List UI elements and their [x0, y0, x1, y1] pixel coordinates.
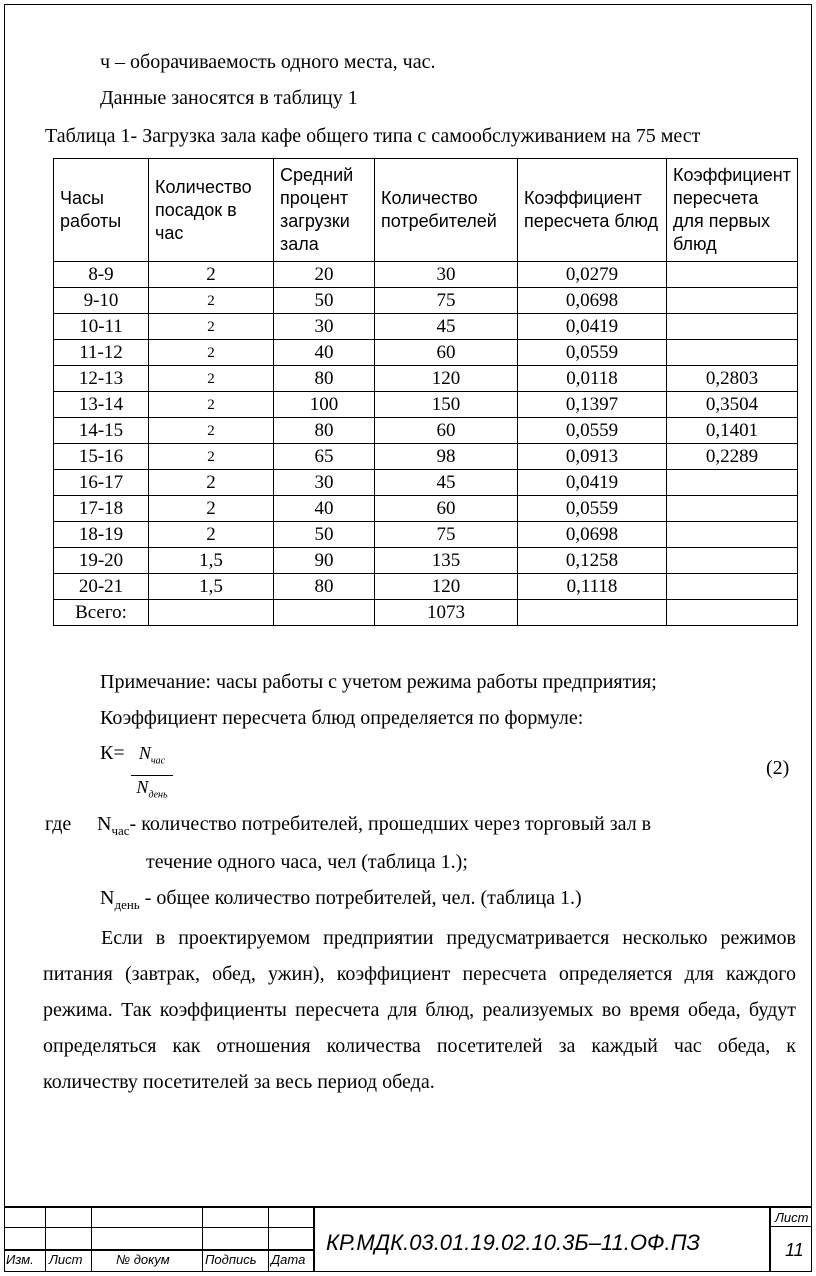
cell-seatings: 1,5 — [149, 574, 274, 600]
cell-coef-dishes: 0,1397 — [518, 392, 667, 418]
document-code: КР.МДК.03.01.19.02.10.3Б–11.ОФ.ПЗ — [326, 1230, 701, 1255]
table-row — [54, 262, 798, 288]
cell-coef-first-dishes — [667, 574, 798, 600]
cell-coef-dishes: 0,0559 — [518, 340, 667, 366]
cell-coef-dishes: 0,0698 — [518, 288, 667, 314]
stamp-dokum: № докум — [116, 1252, 170, 1267]
cell-seatings: 2 — [149, 262, 274, 288]
cell-seatings: 2 — [149, 522, 274, 548]
table-caption: Таблица 1- Загрузка зала кафе общего типа с самообслуживанием на 75 мест — [45, 125, 701, 147]
n-day-sub: день — [114, 897, 140, 912]
table-row — [54, 418, 798, 444]
formula-denominator-sub: день — [148, 789, 168, 801]
cell-consumers: 75 — [375, 288, 518, 314]
cell-coef-first-dishes — [667, 470, 798, 496]
n-hour-definition — [97, 812, 651, 843]
sheet-number: 11 — [785, 1240, 804, 1260]
cell-seatings: 2 — [149, 392, 274, 418]
header-seatings: Количество посадок в час — [149, 159, 274, 262]
data-table — [53, 158, 798, 626]
cell-seatings: 2 — [149, 444, 274, 470]
n-hour-symbol: N — [97, 813, 112, 835]
cell-seatings: 2 — [149, 470, 274, 496]
table-row — [54, 444, 798, 470]
cell-consumers: 98 — [375, 444, 518, 470]
n-hour-sub: час — [111, 823, 130, 838]
cell-hours: 14-15 — [54, 418, 149, 444]
cell-hours: 16-17 — [54, 470, 149, 496]
cell-coef-dishes: 0,0913 — [518, 444, 667, 470]
header-consumers: Количество потребителей — [375, 159, 518, 262]
cell-coef-first-dishes — [667, 600, 798, 626]
cell-seatings: 2 — [149, 340, 274, 366]
cell-hours: 11-12 — [54, 340, 149, 366]
cell-load-percent: 100 — [274, 392, 375, 418]
cell-load-percent: 80 — [274, 418, 375, 444]
cell-coef-dishes: 0,0559 — [518, 418, 667, 444]
cell-coef-first-dishes — [667, 314, 798, 340]
cell-load-percent: 30 — [274, 314, 375, 340]
stamp-izm: Изм. — [6, 1252, 34, 1267]
cell-consumers: 75 — [375, 522, 518, 548]
cell-load-percent: 20 — [274, 262, 375, 288]
n-hour-desc: - количество потребителей, прошедших через торговый зал в — [129, 813, 652, 835]
cell-coef-first-dishes — [667, 548, 798, 574]
cell-hours: 18-19 — [54, 522, 149, 548]
cell-coef-first-dishes: 0,3504 — [667, 392, 798, 418]
stamp-podpis: Подпись — [205, 1252, 257, 1267]
table-row — [54, 288, 798, 314]
cell-hours: Всего: — [54, 600, 149, 626]
header-coef-dishes: Коэффициент пересчета блюд — [518, 159, 667, 262]
cell-coef-first-dishes: 0,1401 — [667, 418, 798, 444]
cell-seatings: 2 — [149, 314, 274, 340]
cell-consumers: 120 — [375, 366, 518, 392]
cell-load-percent: 50 — [274, 288, 375, 314]
cell-load-percent: 30 — [274, 470, 375, 496]
cell-coef-first-dishes — [667, 522, 798, 548]
table-row — [54, 496, 798, 522]
cell-seatings: 2 — [149, 366, 274, 392]
cell-coef-dishes: 0,0698 — [518, 522, 667, 548]
note-text: Примечание: часы работы с учетом режима работы предприятия; — [100, 671, 657, 693]
cell-seatings — [149, 600, 274, 626]
cell-coef-first-dishes — [667, 340, 798, 366]
table-header-row — [54, 159, 798, 262]
header-hours: Часы работы — [54, 159, 149, 262]
table-row — [54, 470, 798, 496]
cell-hours: 13-14 — [54, 392, 149, 418]
cell-consumers: 60 — [375, 496, 518, 522]
header-load-percent: Средний процент загрузки зала — [274, 159, 375, 262]
cell-coef-dishes: 0,0419 — [518, 314, 667, 340]
cell-coef-dishes: 0,0559 — [518, 496, 667, 522]
cell-load-percent — [274, 600, 375, 626]
cell-consumers: 135 — [375, 548, 518, 574]
cell-load-percent: 80 — [274, 574, 375, 600]
cell-consumers: 45 — [375, 314, 518, 340]
formula-fraction — [131, 741, 173, 806]
cell-load-percent: 65 — [274, 444, 375, 470]
cell-load-percent: 80 — [274, 366, 375, 392]
cell-coef-dishes: 0,1258 — [518, 548, 667, 574]
table-row — [54, 574, 798, 600]
cell-load-percent: 40 — [274, 340, 375, 366]
cell-load-percent: 90 — [274, 548, 375, 574]
intro-line-1: ч – оборачиваемость одного места, час. — [100, 51, 436, 73]
n-day-definition — [100, 886, 582, 917]
cell-consumers: 150 — [375, 392, 518, 418]
cell-coef-dishes: 0,0419 — [518, 470, 667, 496]
cell-consumers: 45 — [375, 470, 518, 496]
intro-line-2: Данные заносятся в таблицу 1 — [100, 87, 358, 109]
cell-hours: 17-18 — [54, 496, 149, 522]
cell-hours: 12-13 — [54, 366, 149, 392]
cell-load-percent: 40 — [274, 496, 375, 522]
cell-consumers: 60 — [375, 340, 518, 366]
cell-hours: 9-10 — [54, 288, 149, 314]
cell-coef-first-dishes: 0,2803 — [667, 366, 798, 392]
formula-number: (2) — [766, 757, 790, 779]
formula-numerator-sub: час — [150, 755, 166, 767]
formula-intro: Коэффициент пересчета блюд определяется по формуле: — [100, 707, 584, 729]
formula-denominator: N — [136, 776, 149, 797]
stamp-data: Дата — [271, 1252, 306, 1267]
cell-coef-first-dishes — [667, 288, 798, 314]
table-row — [54, 314, 798, 340]
table-row — [54, 366, 798, 392]
cell-consumers: 60 — [375, 418, 518, 444]
n-day-desc: - общее количество потребителей, чел. (таблица 1.) — [139, 887, 582, 909]
cell-coef-dishes — [518, 600, 667, 626]
cell-load-percent: 50 — [274, 522, 375, 548]
cell-consumers: 1073 — [375, 600, 518, 626]
table-row — [54, 522, 798, 548]
cell-coef-first-dishes — [667, 262, 798, 288]
cell-coef-dishes: 0,0279 — [518, 262, 667, 288]
cell-seatings: 2 — [149, 288, 274, 314]
n-day-symbol: N — [100, 887, 115, 909]
cell-seatings: 1,5 — [149, 548, 274, 574]
where-label: где — [45, 813, 72, 835]
table-row — [54, 392, 798, 418]
cell-hours: 8-9 — [54, 262, 149, 288]
n-hour-desc-2: течение одного часа, чел (таблица 1.); — [146, 851, 468, 873]
cell-hours: 10-11 — [54, 314, 149, 340]
cell-hours: 15-16 — [54, 444, 149, 470]
table-row — [54, 548, 798, 574]
cell-hours: 20-21 — [54, 574, 149, 600]
cell-consumers: 120 — [375, 574, 518, 600]
stamp-list: Лист — [49, 1252, 83, 1267]
cell-coef-first-dishes: 0,2289 — [667, 444, 798, 470]
cell-coef-dishes: 0,1118 — [518, 574, 667, 600]
table-total-row — [54, 600, 798, 626]
table-row — [54, 340, 798, 366]
cell-hours: 19-20 — [54, 548, 149, 574]
cell-coef-dishes: 0,0118 — [518, 366, 667, 392]
header-coef-first-dishes: Коэффициент пересчета для первых блюд — [667, 159, 798, 262]
cell-seatings: 2 — [149, 418, 274, 444]
formula-lhs: К= — [100, 742, 125, 764]
cell-seatings: 2 — [149, 496, 274, 522]
sheet-label: Лист — [775, 1210, 809, 1225]
cell-coef-first-dishes — [667, 496, 798, 522]
formula-numerator: N — [138, 743, 151, 763]
cell-consumers: 30 — [375, 262, 518, 288]
body-paragraph: Если в проектируемом предприятии предусматривается несколько режимов питания (завтрак, обед, ужин), коэффициент пересчета определяется для каждого режима. Так коэффициенты пересчета для блюд, реализуемых во время обеда, будут определяться как отношения количества посетителей за каждый час обеда, к количеству посетителей за весь период обеда. — [43, 927, 796, 1093]
